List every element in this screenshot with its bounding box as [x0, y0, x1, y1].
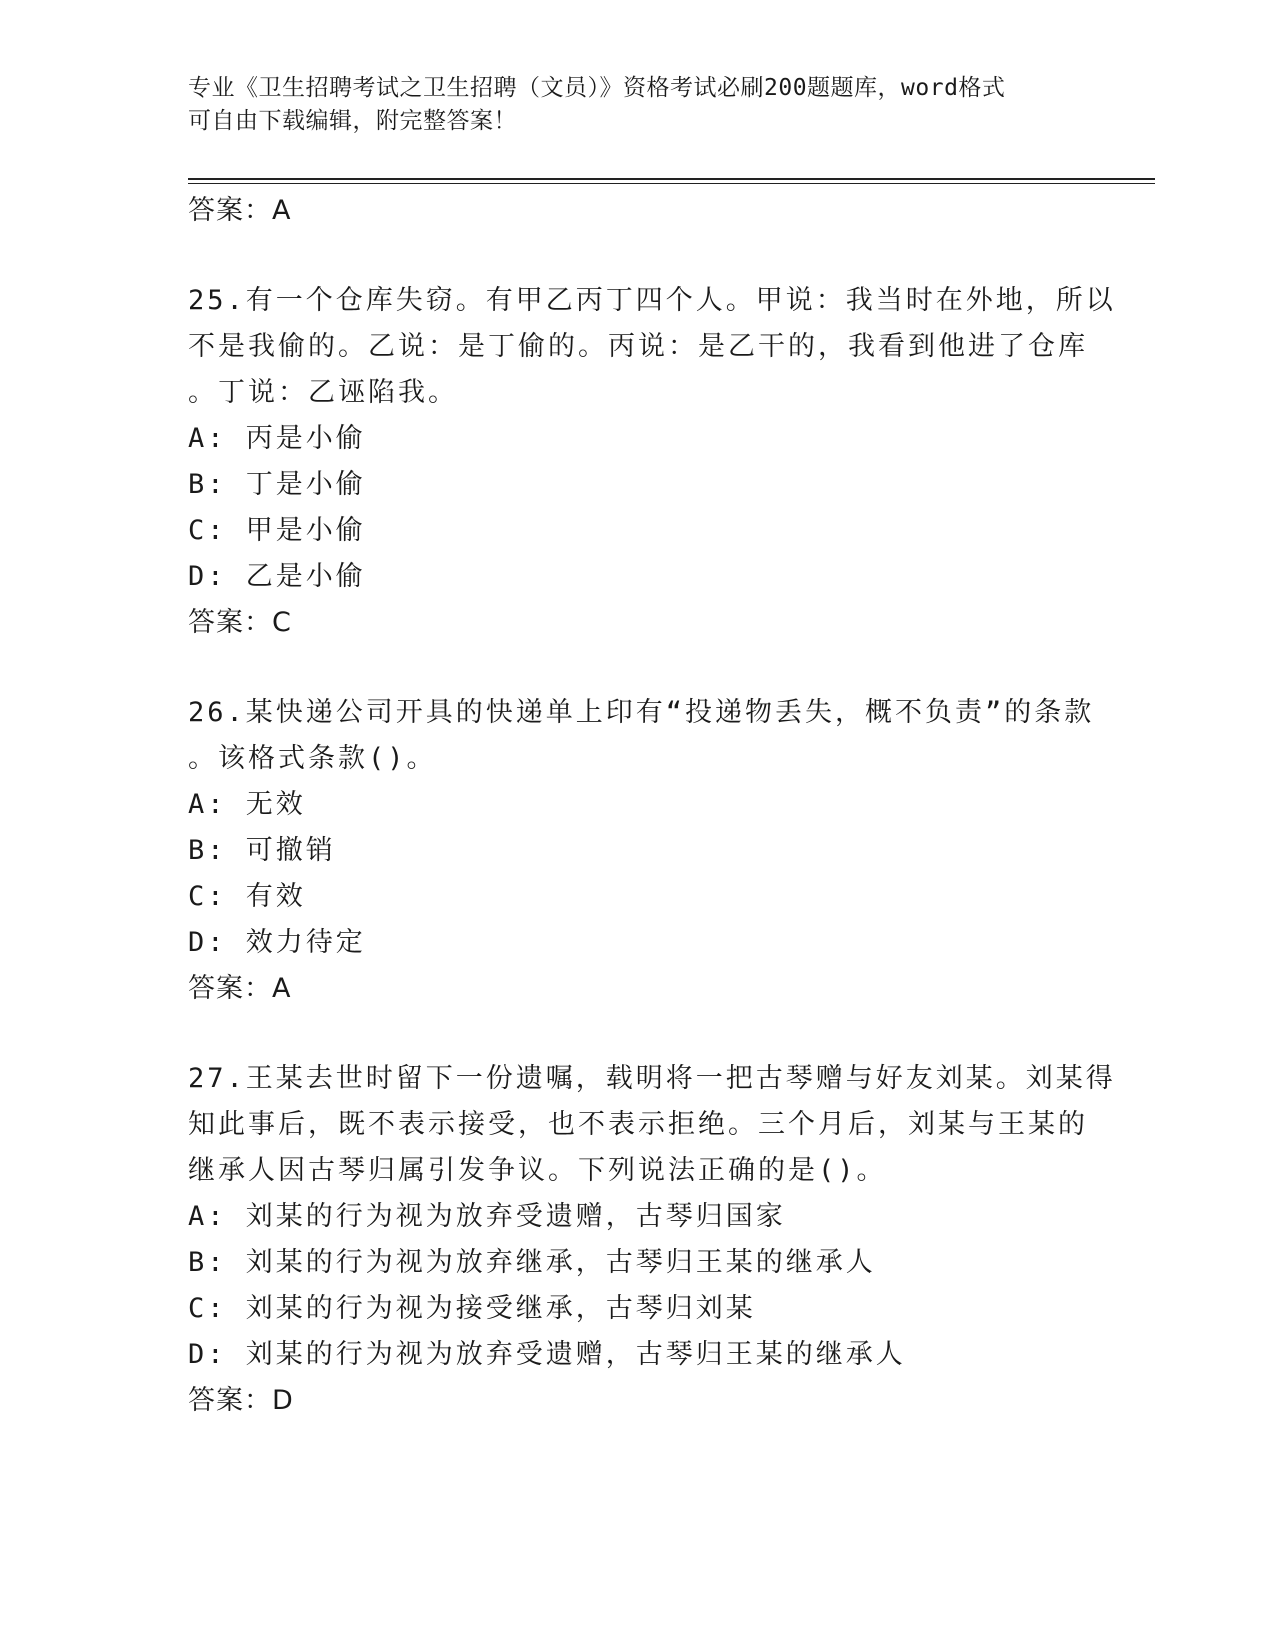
option-d: D: 效力待定: [188, 927, 366, 958]
option-a: A: 丙是小偷: [188, 423, 366, 454]
question-stem-line: 。该格式条款()。: [188, 743, 437, 774]
answer-line: 答案：A: [188, 195, 292, 226]
question-stem-line: 知此事后，既不表示接受，也不表示拒绝。三个月后，刘某与王某的: [188, 1109, 1088, 1140]
spacer: [188, 646, 1078, 690]
question-stem-line: 26.某快递公司开具的快递单上印有“投递物丢失，概不负责”的条款: [188, 697, 1095, 728]
question-25: [188, 278, 1116, 646]
question-stem-line: 。丁说：乙诬陷我。: [188, 377, 458, 408]
question-27: [188, 1056, 1116, 1424]
document-header: [188, 72, 1068, 138]
option-b: B: 刘某的行为视为放弃继承，古琴归王某的继承人: [188, 1247, 876, 1278]
question-stem-line: 继承人因古琴归属引发争议。下列说法正确的是()。: [188, 1155, 887, 1186]
question-stem-line: 27.王某去世时留下一份遗嘱，载明将一把古琴赠与好友刘某。刘某得: [188, 1063, 1116, 1094]
option-c: C: 刘某的行为视为接受继承，古琴归刘某: [188, 1293, 756, 1324]
question-stem-line: 25.有一个仓库失窃。有甲乙丙丁四个人。甲说：我当时在外地，所以: [188, 285, 1116, 316]
answer-line: 答案：D: [188, 1385, 294, 1416]
option-c: C: 有效: [188, 881, 306, 912]
header-divider-thick: [188, 178, 1155, 180]
header-line-1: 专业《卫生招聘考试之卫生招聘（文员）》资格考试必刷200题题库，word格式: [188, 75, 1006, 101]
spacer: [188, 1012, 1078, 1056]
option-d: D: 乙是小偷: [188, 561, 366, 592]
spacer: [188, 234, 1078, 278]
question-26: [188, 690, 1095, 1012]
option-b: B: 可撤销: [188, 835, 336, 866]
header-line-2: 可自由下载编辑，附完整答案！: [188, 108, 517, 134]
option-a: A: 无效: [188, 789, 306, 820]
question-stem-line: 不是我偷的。乙说：是丁偷的。丙说：是乙干的，我看到他进了仓库: [188, 331, 1088, 362]
answer-line: 答案：C: [188, 607, 292, 638]
option-c: C: 甲是小偷: [188, 515, 366, 546]
option-d: D: 刘某的行为视为放弃受遗赠，古琴归王某的继承人: [188, 1339, 906, 1370]
answer-line: 答案：A: [188, 973, 292, 1004]
question-list: [188, 188, 1116, 1424]
option-a: A: 刘某的行为视为放弃受遗赠，古琴归国家: [188, 1201, 786, 1232]
header-divider-thin: [188, 183, 1155, 184]
option-b: B: 丁是小偷: [188, 469, 366, 500]
